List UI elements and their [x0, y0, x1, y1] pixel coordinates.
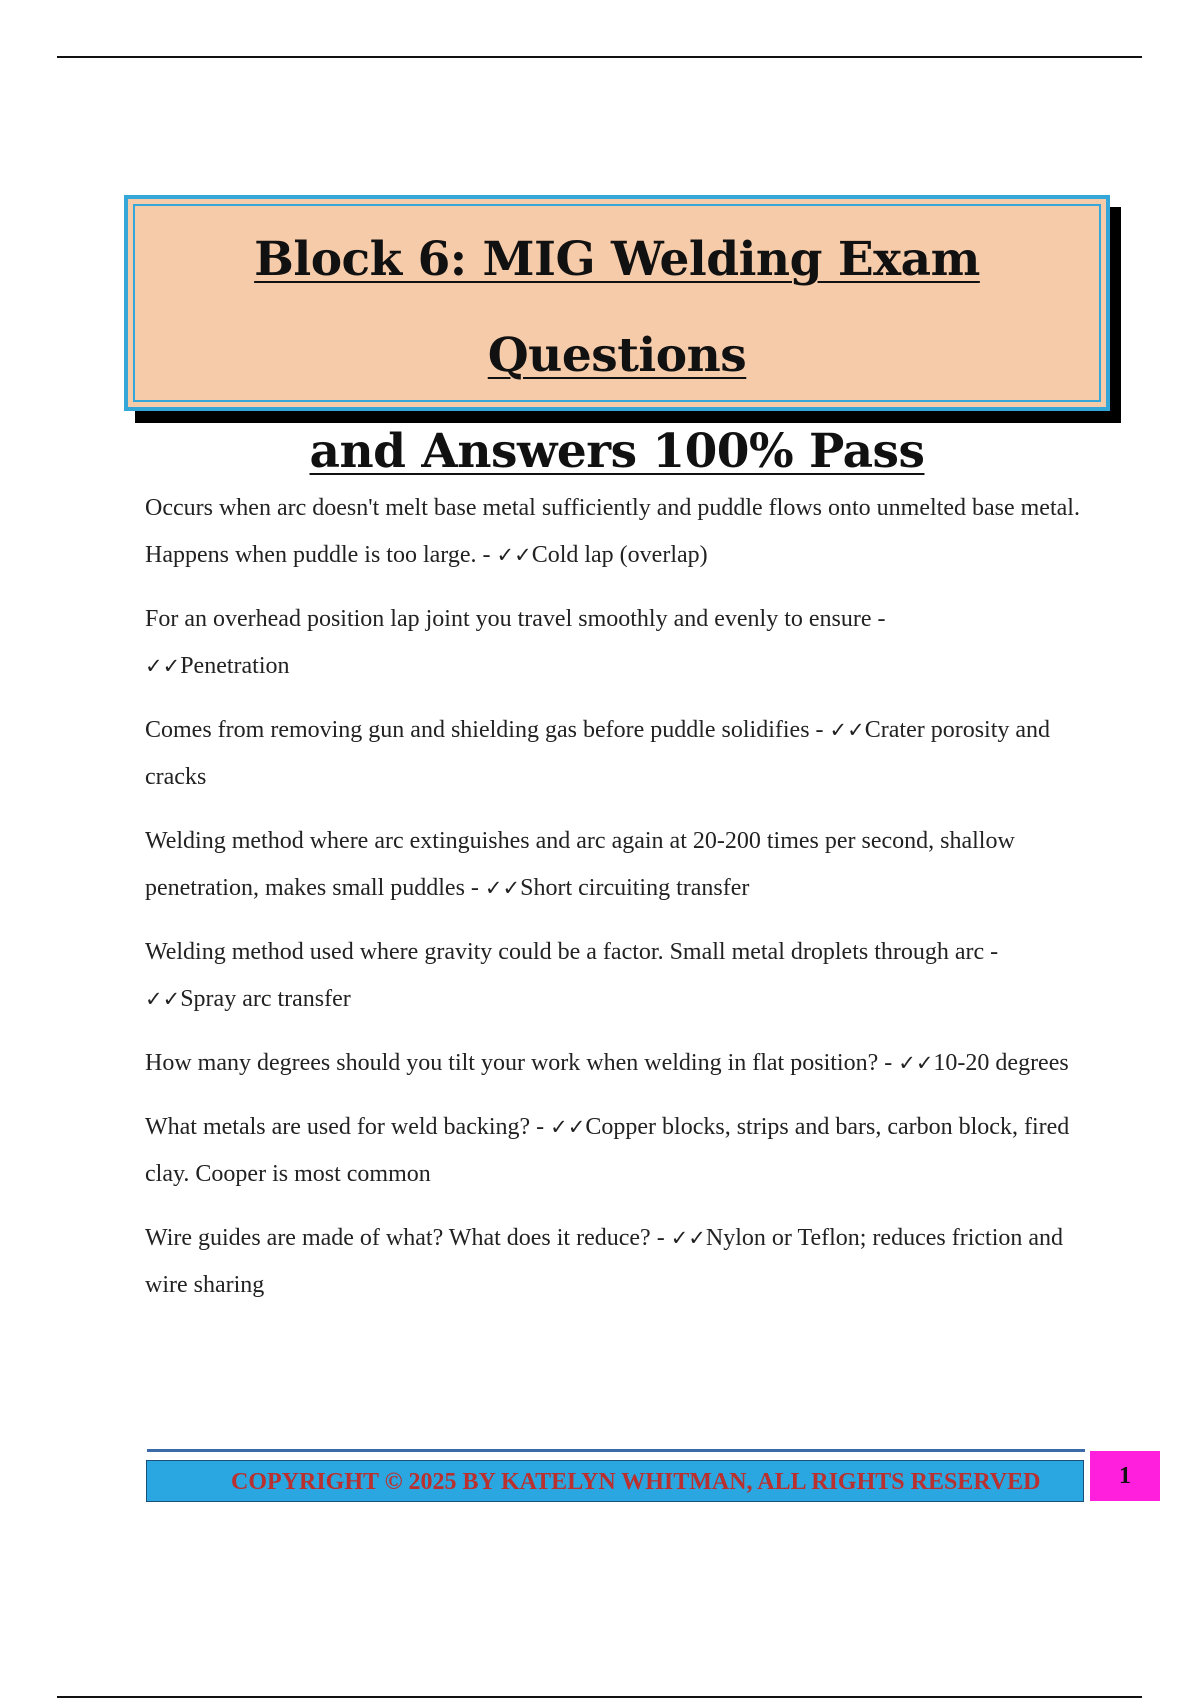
answer-text: Copper blocks, strips and bars, carbon block, fired clay. Cooper is most common: [145, 1114, 1070, 1187]
answer-text: Cold lap (overlap): [531, 542, 708, 568]
footer-divider: [147, 1449, 1085, 1452]
qa-item: [145, 707, 1095, 801]
qa-item: [145, 485, 1095, 579]
qa-item: [145, 929, 1095, 1023]
answer-text: Nylon or Teflon; reduces friction and wire sharing: [145, 1225, 1064, 1298]
question-text: Wire guides are made of what? What does it reduce? -: [145, 1225, 671, 1251]
checkmark-icon: ✓✓: [496, 543, 532, 567]
checkmark-icon: ✓✓: [550, 1115, 586, 1139]
checkmark-icon: ✓✓: [898, 1051, 934, 1075]
qa-item: [145, 818, 1095, 912]
answer-text: Penetration: [180, 653, 290, 679]
checkmark-icon: ✓✓: [145, 987, 181, 1011]
qa-item: [145, 596, 1095, 690]
answer-text: Spray arc transfer: [180, 986, 351, 1012]
checkmark-icon: ✓✓: [484, 876, 521, 900]
question-text: Comes from removing gun and shielding gas before puddle solidifies -: [145, 717, 830, 743]
qa-item: [145, 1104, 1095, 1198]
question-text: Occurs when arc doesn't melt base metal sufficiently and puddle flows onto unmelted base metal. Happens when puddle is too large. -: [145, 495, 1080, 568]
top-rule: [57, 56, 1142, 58]
checkmark-icon: ✓✓: [829, 718, 865, 742]
copyright-text: COPYRIGHT © 2025 BY KATELYN WHITMAN, ALL RIGHTS RESERVED: [231, 1469, 1041, 1495]
qa-item: [145, 1040, 1095, 1087]
question-text: For an overhead position lap joint you travel smoothly and evenly to ensure -: [145, 606, 886, 632]
bottom-rule: [57, 1696, 1142, 1698]
qa-item: [145, 1215, 1095, 1309]
title-line-2: and Answers 100% Pass: [309, 424, 925, 479]
answer-text: Crater porosity and cracks: [145, 717, 1051, 790]
footer-bar: [146, 1460, 1084, 1502]
title-line-1: Block 6: MIG Welding Exam Questions: [254, 232, 980, 383]
document-title: [128, 199, 1106, 500]
page-number-badge: 1: [1090, 1451, 1160, 1501]
question-text: How many degrees should you tilt your work when welding in flat position? -: [145, 1050, 899, 1076]
checkmark-icon: ✓✓: [145, 654, 181, 678]
title-box: [124, 195, 1110, 479]
checkmark-icon: ✓✓: [670, 1226, 706, 1250]
answer-text: 10-20 degrees: [933, 1050, 1069, 1076]
question-text: What metals are used for weld backing? -: [145, 1114, 551, 1140]
answer-text: Short circuiting transfer: [520, 875, 750, 901]
qa-list: [145, 485, 1095, 1326]
question-text: Welding method where arc extinguishes and arc again at 20-200 times per second, shallow penetration, makes small puddles -: [145, 828, 1015, 901]
question-text: Welding method used where gravity could be a factor. Small metal droplets through arc -: [145, 939, 999, 965]
